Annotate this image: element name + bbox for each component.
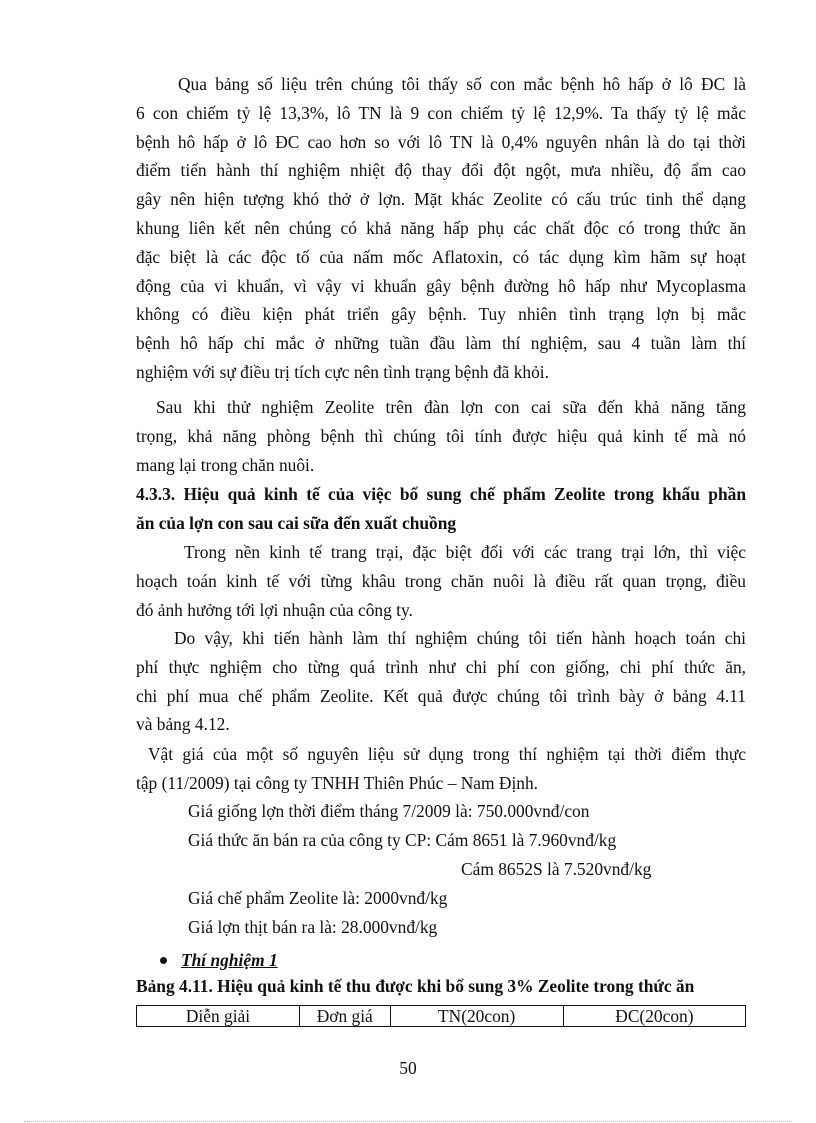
table-caption: Bảng 4.11. Hiệu quả kinh tế thu được khi bổ sung 3% Zeolite trong thức ăn [136, 976, 695, 996]
text-line: Do vậy, khi tiến hành làm thí nghiệm chúng tôi tiến hành hoạch toán chi [174, 628, 746, 648]
price-piglet: Giá giống lợn thời điểm tháng 7/2009 là: 750.000vnđ/con [188, 801, 590, 821]
text-line: đặc biệt là các độc tố của nấm mốc Aflatoxin, có tác dụng kìm hãm sự hoạt [136, 246, 746, 267]
text-line: động của vi khuẩn, vì vậy vi khuẩn gây bệnh đường hô hấp như Mycoplasma [136, 275, 746, 296]
text-line: và bảng 4.12. [136, 714, 230, 735]
table-header-cell: Đơn giá [300, 1006, 391, 1027]
economic-efficiency-table [136, 1005, 746, 1027]
table-header-row [137, 1006, 746, 1027]
page-number: 50 [399, 1058, 417, 1078]
bullet-label: Thí nghiệm 1 [181, 950, 278, 970]
paragraph-cost-accounting [136, 624, 746, 739]
text-line: hoạch toán kinh tế với từng khâu trong chăn nuôi là điều rất quan trọng, điều [136, 570, 746, 591]
paragraph-zeolite-trial [136, 393, 746, 479]
text-line: điểm tiến hành thí nghiệm nhiệt độ thay đổi đột ngột, mưa nhiều, độ ẩm cao [136, 160, 746, 181]
page-footer-divider [24, 1121, 792, 1122]
text-line: mang lại trong chăn nuôi. [136, 454, 315, 475]
table-header-cell: ĐC(20con) [563, 1006, 745, 1027]
text-line: tập (11/2009) tại công ty TNHH Thiên Phúc – Nam Định. [136, 772, 539, 793]
bullet-experiment-1 [160, 946, 278, 975]
price-pork: Giá lợn thịt bán ra là: 28.000vnđ/kg [188, 917, 438, 937]
text-line: trọng, khả năng phòng bệnh thì chúng tôi tính được hiệu quả kinh tế mà nó [136, 425, 746, 446]
text-line: phí thực nghiệm cho từng quá trình như chi phí con giống, chi phí thức ăn, [136, 656, 746, 677]
text-line: nghiệm với sự điều trị tích cực nên tình trạng bệnh đã khỏi. [136, 361, 549, 382]
paragraph-material-prices [136, 740, 746, 798]
heading-line: 4.3.3. Hiệu quả kinh tế của việc bổ sung chế phẩm Zeolite trong khẩu phần [136, 484, 746, 504]
section-heading [136, 480, 746, 538]
text-line: chi phí mua chế phẩm Zeolite. Kết quả được chúng tôi trình bày ở bảng 4.11 [136, 685, 746, 706]
price-zeolite: Giá chế phẩm Zeolite là: 2000vnđ/kg [188, 888, 448, 908]
text-line: 6 con chiếm tỷ lệ 13,3%, lô TN là 9 con chiếm tỷ lệ 12,9%. Ta thấy tỷ lệ mắc [136, 102, 746, 123]
text-line: bệnh hô hấp ở lô ĐC cao hơn so với lô TN là 0,4% nguyên nhân là do tại thời [136, 131, 746, 152]
text-line: khung liên kết nên chúng có khả năng hấp phụ các chất độc có trong thức ăn [136, 217, 746, 238]
text-line: đó ảnh hưởng tới lợi nhuận của công ty. [136, 599, 413, 620]
text-line: Vật giá của một số nguyên liệu sử dụng trong thí nghiệm tại thời điểm thực [148, 744, 746, 764]
table-header-cell: TN(20con) [390, 1006, 563, 1027]
paragraph-respiratory-results [136, 70, 746, 387]
text-line: Qua bảng số liệu trên chúng tôi thấy số con mắc bệnh hô hấp ở lô ĐC là [178, 74, 746, 94]
text-line: không có điều kiện phát triển gây bệnh. Tuy nhiên tình trạng lợn bị mắc [136, 304, 746, 325]
paragraph-farm-economics [136, 538, 746, 624]
text-line: Sau khi thử nghiệm Zeolite trên đàn lợn con cai sữa đến khả năng tăng [156, 397, 746, 417]
text-line: bệnh hô hấp chỉ mắc ở những tuần đầu làm thí nghiệm, sau 4 tuần làm thí [136, 333, 746, 354]
price-feed-8652s: Cám 8652S là 7.520vnđ/kg [461, 859, 652, 879]
heading-line: ăn của lợn con sau cai sữa đến xuất chuồng [136, 512, 457, 533]
text-line: gây nên hiện tượng khó thở ở lợn. Mặt khác Zeolite có cấu trúc tinh thể dạng [136, 189, 746, 210]
table-header-cell: Diễn giải [137, 1006, 300, 1027]
bullet-dot-icon [160, 957, 167, 964]
price-feed-8651: Giá thức ăn bán ra của công ty CP: Cám 8651 là 7.960vnđ/kg [188, 830, 617, 850]
text-line: Trong nền kinh tế trang trại, đặc biệt đối với các trang trại lớn, thì việc [184, 542, 746, 562]
